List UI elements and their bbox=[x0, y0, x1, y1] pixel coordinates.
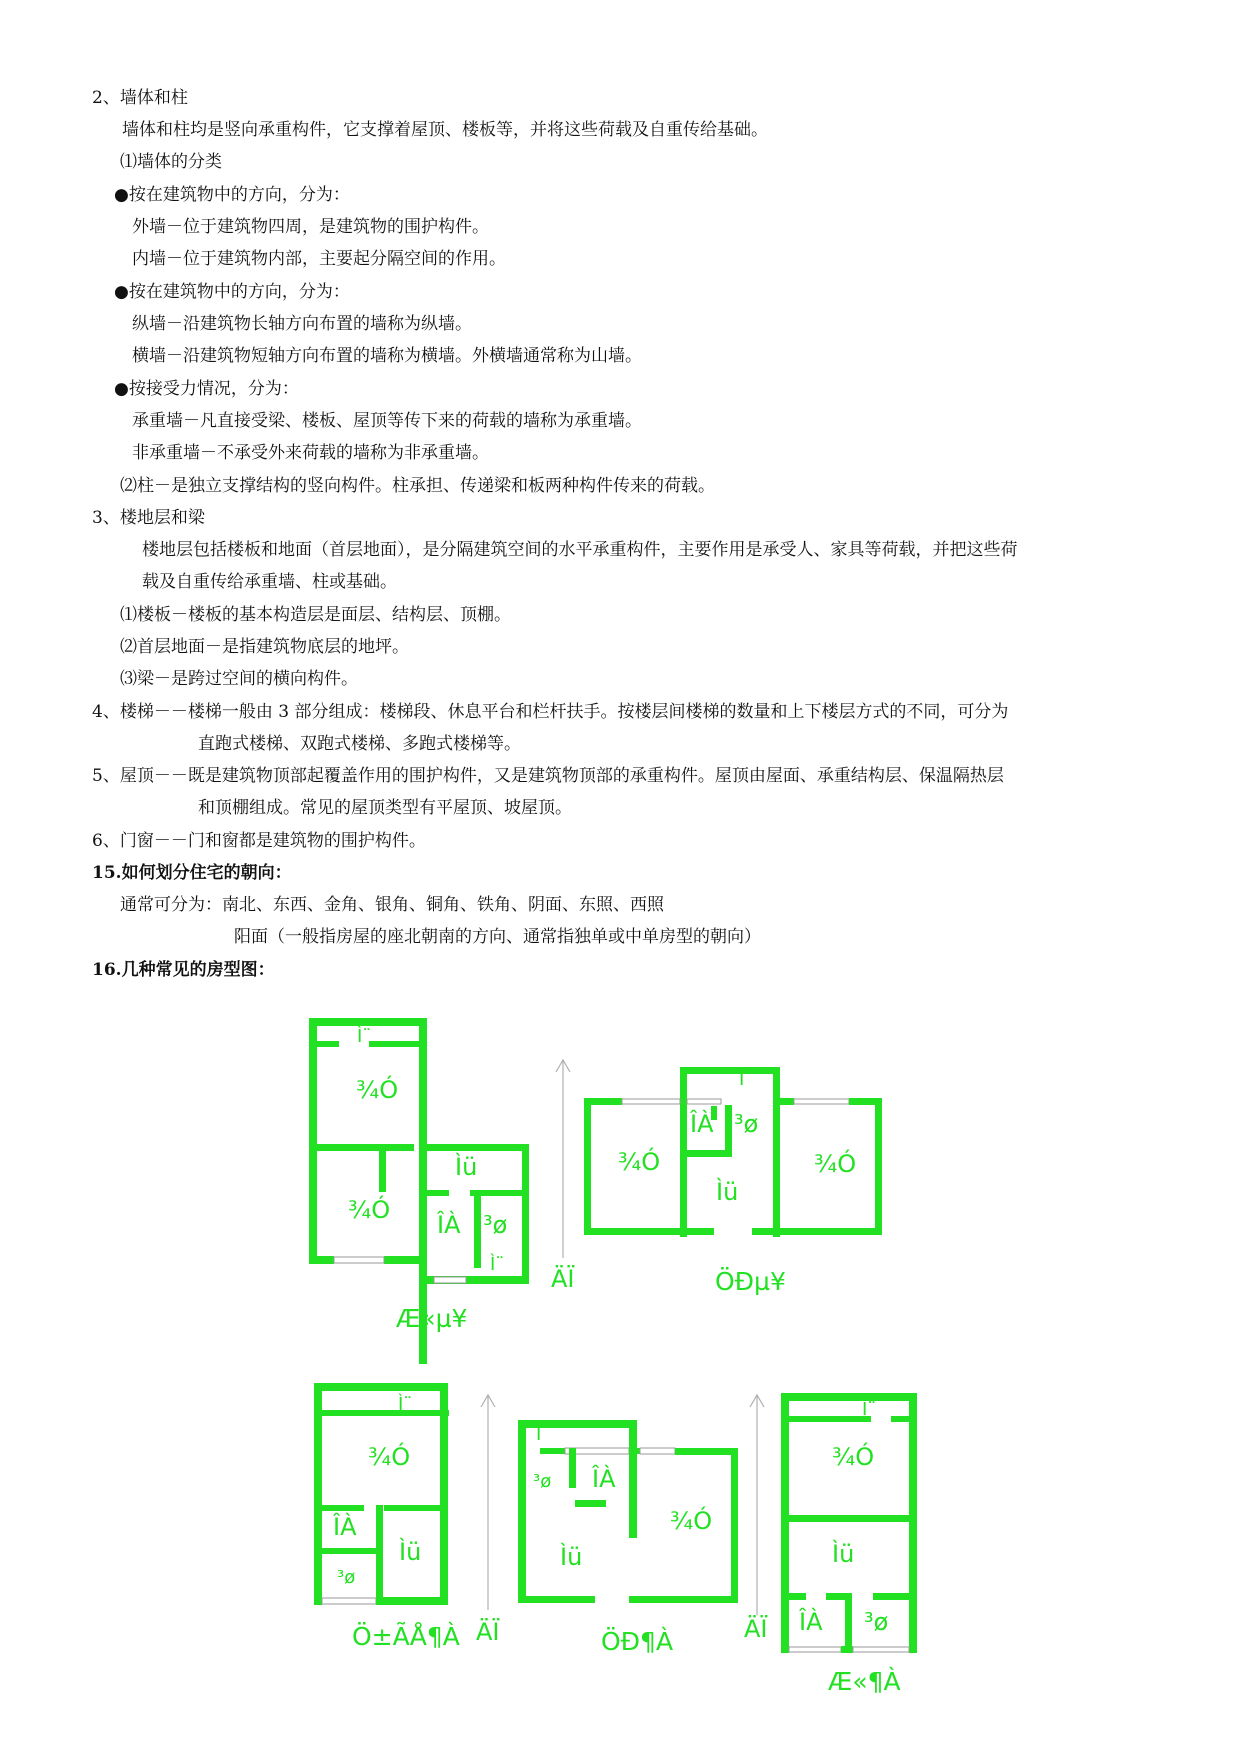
bullet-item: ●按在建筑物中的方向，分为： bbox=[114, 185, 350, 205]
balcony-label: Ì¨ bbox=[536, 1424, 551, 1445]
floor-plan-2 bbox=[551, 1060, 882, 1296]
list-item: ⑴楼板－楼板的基本构造层是面层、结构层、顶棚。 bbox=[120, 605, 511, 625]
balcony-label: Ì¨ bbox=[398, 1394, 413, 1415]
bedroom-label: ¾Ó bbox=[618, 1148, 661, 1176]
list-item: 纵墙－沿建筑物长轴方向布置的墙称为纵墙。 bbox=[132, 314, 472, 334]
section-3-heading: 3、楼地层和梁 bbox=[92, 508, 205, 528]
north-label: ÄÏ bbox=[551, 1265, 575, 1293]
list-item: 承重墙－凡直接受梁、楼板、屋顶等传下来的荷载的墙称为承重墙。 bbox=[132, 411, 642, 431]
bedroom-label: ¾Ó bbox=[670, 1507, 713, 1535]
paragraph: 和顶棚组成。常见的屋顶类型有平屋顶、坡屋顶。 bbox=[198, 798, 572, 818]
floor-plan-5 bbox=[744, 1393, 917, 1696]
kitchen-label: ³ø bbox=[337, 1567, 356, 1588]
kitchen-label: ³ø bbox=[533, 1471, 552, 1492]
bedroom-label: ¾Ó bbox=[814, 1150, 857, 1178]
floor-plan-3 bbox=[314, 1383, 460, 1651]
bathroom-label: ÎÀ bbox=[592, 1465, 616, 1493]
floor-plan-4 bbox=[476, 1395, 738, 1656]
balcony-label: Ì¨ bbox=[490, 1254, 505, 1275]
bathroom-label: ÎÀ bbox=[333, 1513, 357, 1541]
plan-5-caption: Æ«¶À bbox=[828, 1667, 901, 1696]
paragraph: 直跑式楼梯、双跑式楼梯、多跑式楼梯等。 bbox=[198, 734, 521, 754]
kitchen-label: ³ø bbox=[734, 1110, 759, 1138]
section-4-heading: 4、楼梯－－楼梯一般由 3 部分组成：楼梯段、休息平台和栏杆扶手。按楼层间楼梯的数量和上下楼层方式的不同，可分为 bbox=[92, 702, 1009, 722]
north-label: ÄÏ bbox=[476, 1618, 500, 1646]
list-item: 非承重墙－不承受外来荷载的墙称为非承重墙。 bbox=[132, 443, 489, 463]
bathroom-label: ÎÀ bbox=[437, 1211, 461, 1239]
paragraph: 阳面（一般指房屋的座北朝南的方向、通常指独单或中单房型的朝向） bbox=[234, 927, 761, 947]
subheading: ⑵柱－是独立支撑结构的竖向构件。柱承担、传递梁和板两种构件传来的荷载。 bbox=[120, 476, 715, 496]
plan-3-caption: Ö±ÃÅ¶À bbox=[352, 1622, 460, 1651]
living-room-label: Ìü bbox=[716, 1178, 739, 1206]
plan-4-caption: ÖÐ¶À bbox=[601, 1627, 674, 1656]
bedroom-label: ¾Ó bbox=[356, 1076, 399, 1104]
section-2-heading: 2、墙体和柱 bbox=[92, 88, 188, 108]
section-5-heading: 5、屋顶－－既是建筑物顶部起覆盖作用的围护构件，又是建筑物顶部的承重构件。屋顶由屋面、承重结构层、保温隔热层 bbox=[92, 766, 1004, 786]
bedroom-label: ¾Ó bbox=[832, 1443, 875, 1471]
subheading: ⑴墙体的分类 bbox=[120, 152, 222, 172]
living-room-label: Ìü bbox=[832, 1540, 855, 1568]
living-room-label: Ìü bbox=[455, 1153, 478, 1181]
kitchen-label: ³ø bbox=[483, 1211, 508, 1239]
balcony-label: Ì¨ bbox=[862, 1399, 877, 1420]
paragraph: 楼地层包括楼板和地面（首层地面），是分隔建筑空间的水平承重构件，主要作用是承受人、家具等荷载，并把这些荷 bbox=[142, 540, 1018, 560]
plan-2-caption: ÖÐµ¥ bbox=[715, 1267, 786, 1296]
section-6-heading: 6、门窗－－门和窗都是建筑物的围护构件。 bbox=[92, 831, 426, 851]
bullet-item: ●按接受力情况，分为： bbox=[114, 379, 299, 399]
balcony-label: Ì¨ bbox=[739, 1069, 754, 1090]
paragraph: 通常可分为：南北、东西、金角、银角、铜角、铁角、阴面、东照、西照 bbox=[120, 895, 664, 915]
question-15-heading: 15.如何划分住宅的朝向： bbox=[92, 863, 292, 883]
bedroom-label: ¾Ó bbox=[368, 1443, 411, 1471]
list-item: 内墙－位于建筑物内部，主要起分隔空间的作用。 bbox=[132, 249, 506, 269]
list-item: ⑶梁－是跨过空间的横向构件。 bbox=[120, 669, 358, 689]
question-16-heading: 16.几种常见的房型图： bbox=[92, 960, 275, 980]
balcony-label: Ì¨ bbox=[357, 1026, 372, 1047]
living-room-label: Ìü bbox=[399, 1538, 422, 1566]
list-item: 横墙－沿建筑物短轴方向布置的墙称为横墙。外横墙通常称为山墙。 bbox=[132, 346, 642, 366]
kitchen-label: ³ø bbox=[864, 1608, 889, 1636]
floor-plan-1 bbox=[309, 1018, 529, 1364]
living-room-label: Ìü bbox=[560, 1543, 583, 1571]
bullet-item: ●按在建筑物中的方向，分为： bbox=[114, 282, 350, 302]
plan-1-caption: Æ«µ¥ bbox=[396, 1304, 468, 1333]
paragraph: 墙体和柱均是竖向承重构件，它支撑着屋顶、楼板等，并将这些荷载及自重传给基础。 bbox=[122, 120, 768, 140]
list-item: 外墙－位于建筑物四周，是建筑物的围护构件。 bbox=[132, 217, 489, 237]
north-label: ÄÏ bbox=[744, 1615, 768, 1643]
bedroom-label: ¾Ó bbox=[348, 1196, 391, 1224]
paragraph: 载及自重传给承重墙、柱或基础。 bbox=[142, 572, 397, 592]
list-item: ⑵首层地面－是指建筑物底层的地坪。 bbox=[120, 637, 409, 657]
bathroom-label: ÎÀ bbox=[799, 1608, 823, 1636]
bathroom-label: ÎÀ bbox=[690, 1110, 714, 1138]
